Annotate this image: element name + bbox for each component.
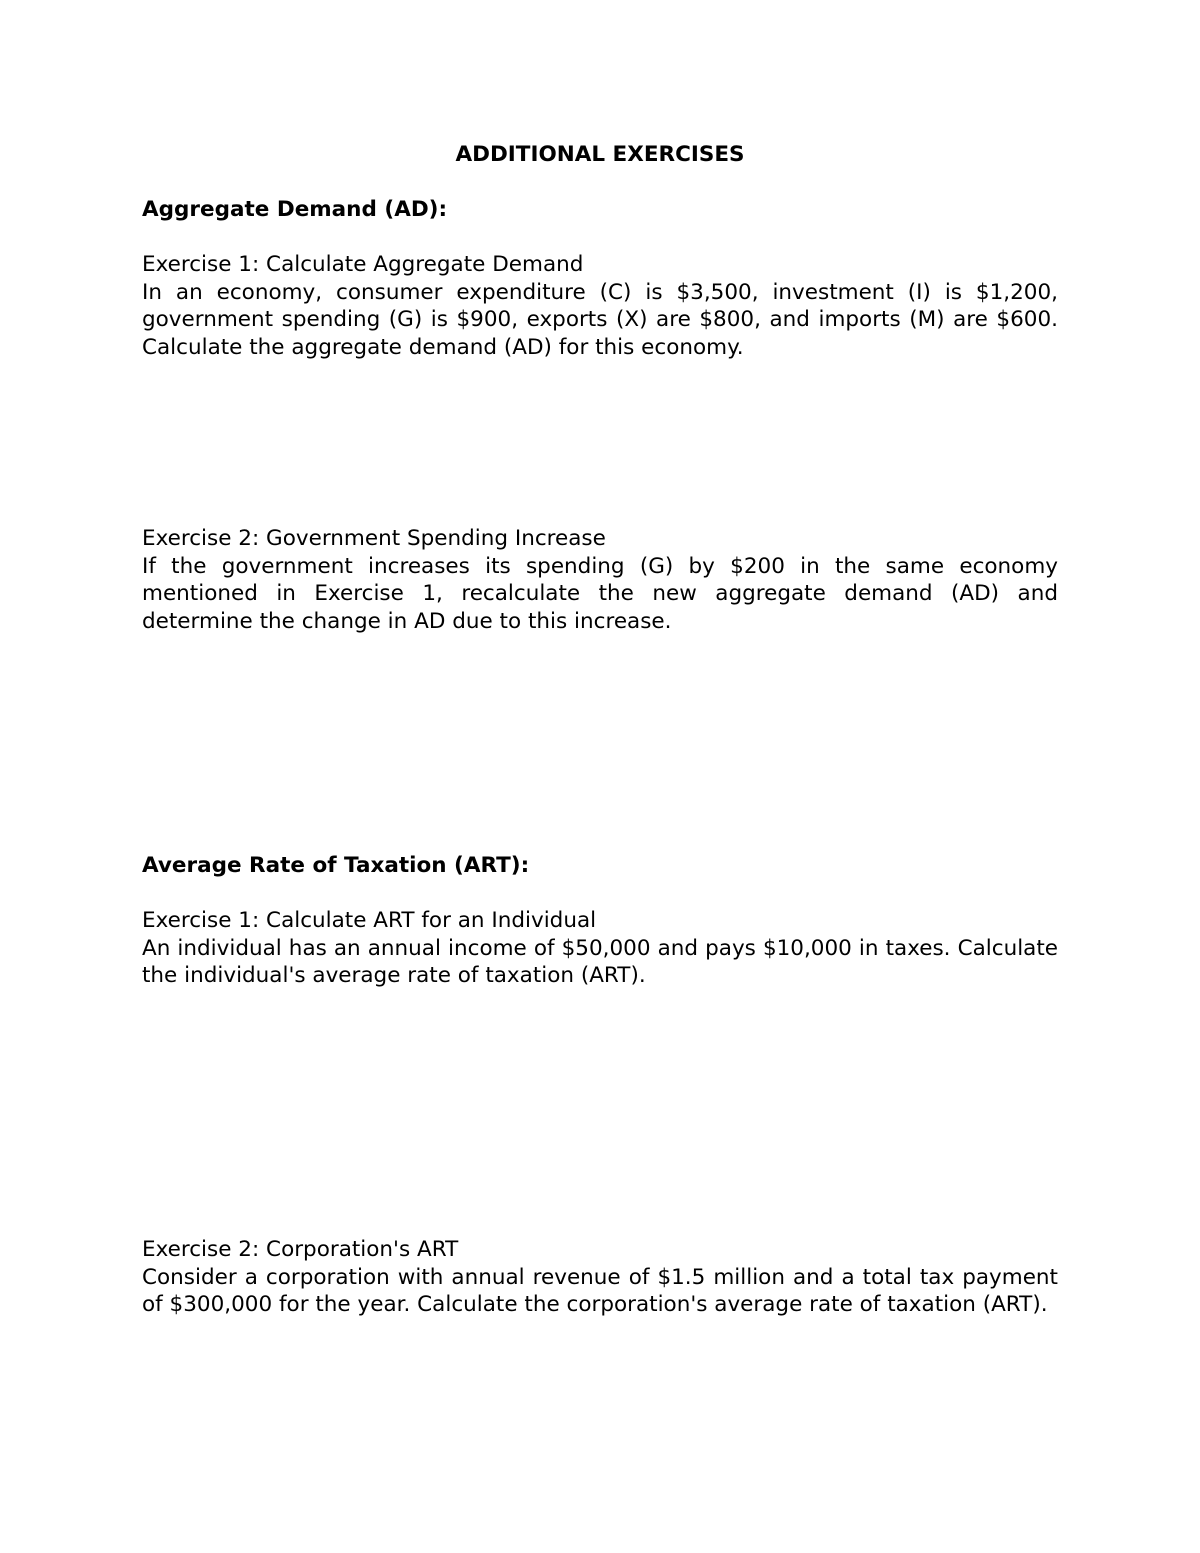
exercise-title: Exercise 1: Calculate Aggregate Demand (142, 252, 584, 277)
exercise-title: Exercise 2: Corporation's ART (142, 1237, 459, 1262)
exercise-body: Consider a corporation with annual revenue of $1.5 million and a total tax payment of $300,000 for the year. Calculate the corporation's average rate of taxation (ART). (142, 1264, 1058, 1317)
exercise-ad-1 (142, 251, 1058, 361)
exercise-body: In an economy, consumer expenditure (C) is $3,500, investment (I) is $1,200, government spending (G) is $900, exports (X) are $800, and imports (M) are $600. Calculate the aggregate demand (AD) for this economy. (142, 279, 1058, 360)
exercise-body: An individual has an annual income of $50,000 and pays $10,000 in taxes. Calculate the individual's average rate of taxation (ART). (142, 935, 1058, 988)
exercise-body: If the government increases its spending (G) by $200 in the same economy mentioned in Exercise 1, recalculate the new aggregate demand (AD) and determine the change in AD due to this increase. (142, 553, 1058, 634)
exercise-ad-2 (142, 525, 1058, 635)
exercise-art-1 (142, 907, 1058, 990)
exercise-title: Exercise 1: Calculate ART for an Individual (142, 908, 597, 933)
section-heading-aggregate-demand: Aggregate Demand (AD): (142, 197, 448, 222)
exercise-title: Exercise 2: Government Spending Increase (142, 526, 606, 551)
document-title: ADDITIONAL EXERCISES (455, 142, 745, 167)
exercise-art-2 (142, 1236, 1058, 1319)
section-heading-average-rate-of-taxation: Average Rate of Taxation (ART): (142, 853, 530, 878)
